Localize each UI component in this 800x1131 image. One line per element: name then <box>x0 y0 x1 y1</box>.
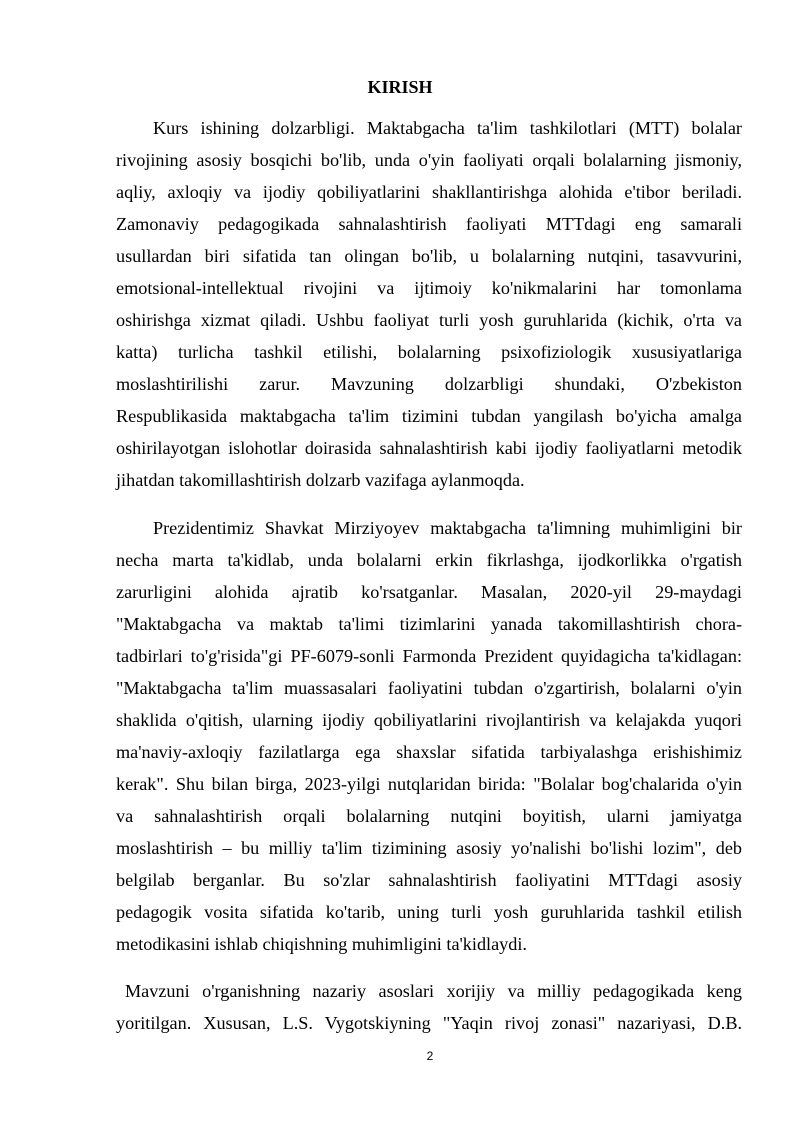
paragraph-1-line-12: jihatdan takomillashtirish dolzarb vazifaga aylanmoqda. <box>116 470 525 490</box>
paragraph-2-line-13: pedagogik vosita sifatida ko'tarib, uning turli yosh guruhlarida tashkil etilish <box>116 902 742 922</box>
paragraph-2-line-12: belgilab berganlar. Bu so'zlar sahnalashtirish faoliyatini MTTdagi asosiy <box>116 870 742 890</box>
paragraph-2-line-8: ma'naviy-axloqiy fazilatlarga ega shaxslar sifatida tarbiyalashga erishishimiz <box>116 742 742 762</box>
paragraph-1-line-6: emotsional-intellektual rivojini va ijtimoiy ko'nikmalarini har tomonlama <box>116 278 742 298</box>
paragraph-2-line-14: metodikasini ishlab chiqishning muhimligini ta'kidlaydi. <box>116 934 527 954</box>
paragraph-3-line-2: yoritilgan. Xususan, L.S. Vygotskiyning "Yaqin rivoj zonasi" nazariyasi, D.B. <box>116 1013 742 1033</box>
paragraph-2-line-9: kerak". Shu bilan birga, 2023-yilgi nutqlaridan birida: "Bolalar bog'chalarida o'yin <box>116 774 742 794</box>
paragraph-1-line-9: moslashtirilishi zarur. Mavzuning dolzarbligi shundaki, O'zbekiston <box>116 374 742 394</box>
paragraph-1-line-5: usullardan biri sifatida tan olingan bo'lib, u bolalarning nutqini, tasavvurini, <box>116 246 742 266</box>
paragraph-1-line-2: rivojining asosiy bosqichi bo'lib, unda o'yin faoliyati orqali bolalarning jismoniy, <box>116 150 742 170</box>
page-number: 2 <box>426 1049 434 1063</box>
paragraph-3-line-1: Mavzuni o'rganishning nazariy asoslari xorijiy va milliy pedagogikada keng <box>125 981 742 1001</box>
paragraph-2-line-10: va sahnalashtirish orqali bolalarning nutqini boyitish, ularni jamiyatga <box>116 806 742 826</box>
paragraph-2-line-5: tadbirlari to'g'risida"gi PF-6079-sonli Farmonda Prezident quyidagicha ta'kidlagan: <box>116 646 742 666</box>
paragraph-1-line-10: Respublikasida maktabgacha ta'lim tizimini tubdan yangilash bo'yicha amalga <box>116 406 742 426</box>
paragraph-1-line-1: Kurs ishining dolzarbligi. Maktabgacha ta'lim tashkilotlari (MTT) bolalar <box>153 118 742 138</box>
paragraph-2-line-3: zarurligini alohida ajratib ko'rsatganlar. Masalan, 2020-yil 29-maydagi <box>116 582 742 602</box>
paragraph-1-line-8: katta) turlicha tashkil etilishi, bolalarning psixofiziologik xususiyatlariga <box>116 342 742 362</box>
paragraph-2-line-4: "Maktabgacha va maktab ta'limi tizimlarini yanada takomillashtirish chora- <box>116 614 742 634</box>
paragraph-1-line-3: aqliy, axloqiy va ijodiy qobiliyatlarini shakllantirishga alohida e'tibor beriladi. <box>116 182 742 202</box>
paragraph-2-line-11: moslashtirish – bu milliy ta'lim tizimining asosiy yo'nalishi bo'lishi lozim", deb <box>116 838 742 858</box>
paragraph-1-line-11: oshirilayotgan islohotlar doirasida sahnalashtirish kabi ijodiy faoliyatlarni metodik <box>116 438 742 458</box>
paragraph-2-line-2: necha marta ta'kidlab, unda bolalarni erkin fikrlashga, ijodkorlikka o'rgatish <box>116 550 742 570</box>
paragraph-2-line-7: shaklida o'qitish, ularning ijodiy qobiliyatlarini rivojlantirish va kelajakda yuqori <box>116 710 742 730</box>
paragraph-1-line-7: oshirishga xizmat qiladi. Ushbu faoliyat turli yosh guruhlarida (kichik, o'rta va <box>116 310 742 330</box>
paragraph-2-line-1: Prezidentimiz Shavkat Mirziyoyev maktabgacha ta'limning muhimligini bir <box>153 518 742 538</box>
section-heading: KIRISH <box>367 77 433 97</box>
paragraph-2-line-6: "Maktabgacha ta'lim muassasalari faoliyatini tubdan o'zgartirish, bolalarni o'yin <box>116 678 742 698</box>
paragraph-1-line-4: Zamonaviy pedagogikada sahnalashtirish faoliyati MTTdagi eng samarali <box>116 214 742 234</box>
